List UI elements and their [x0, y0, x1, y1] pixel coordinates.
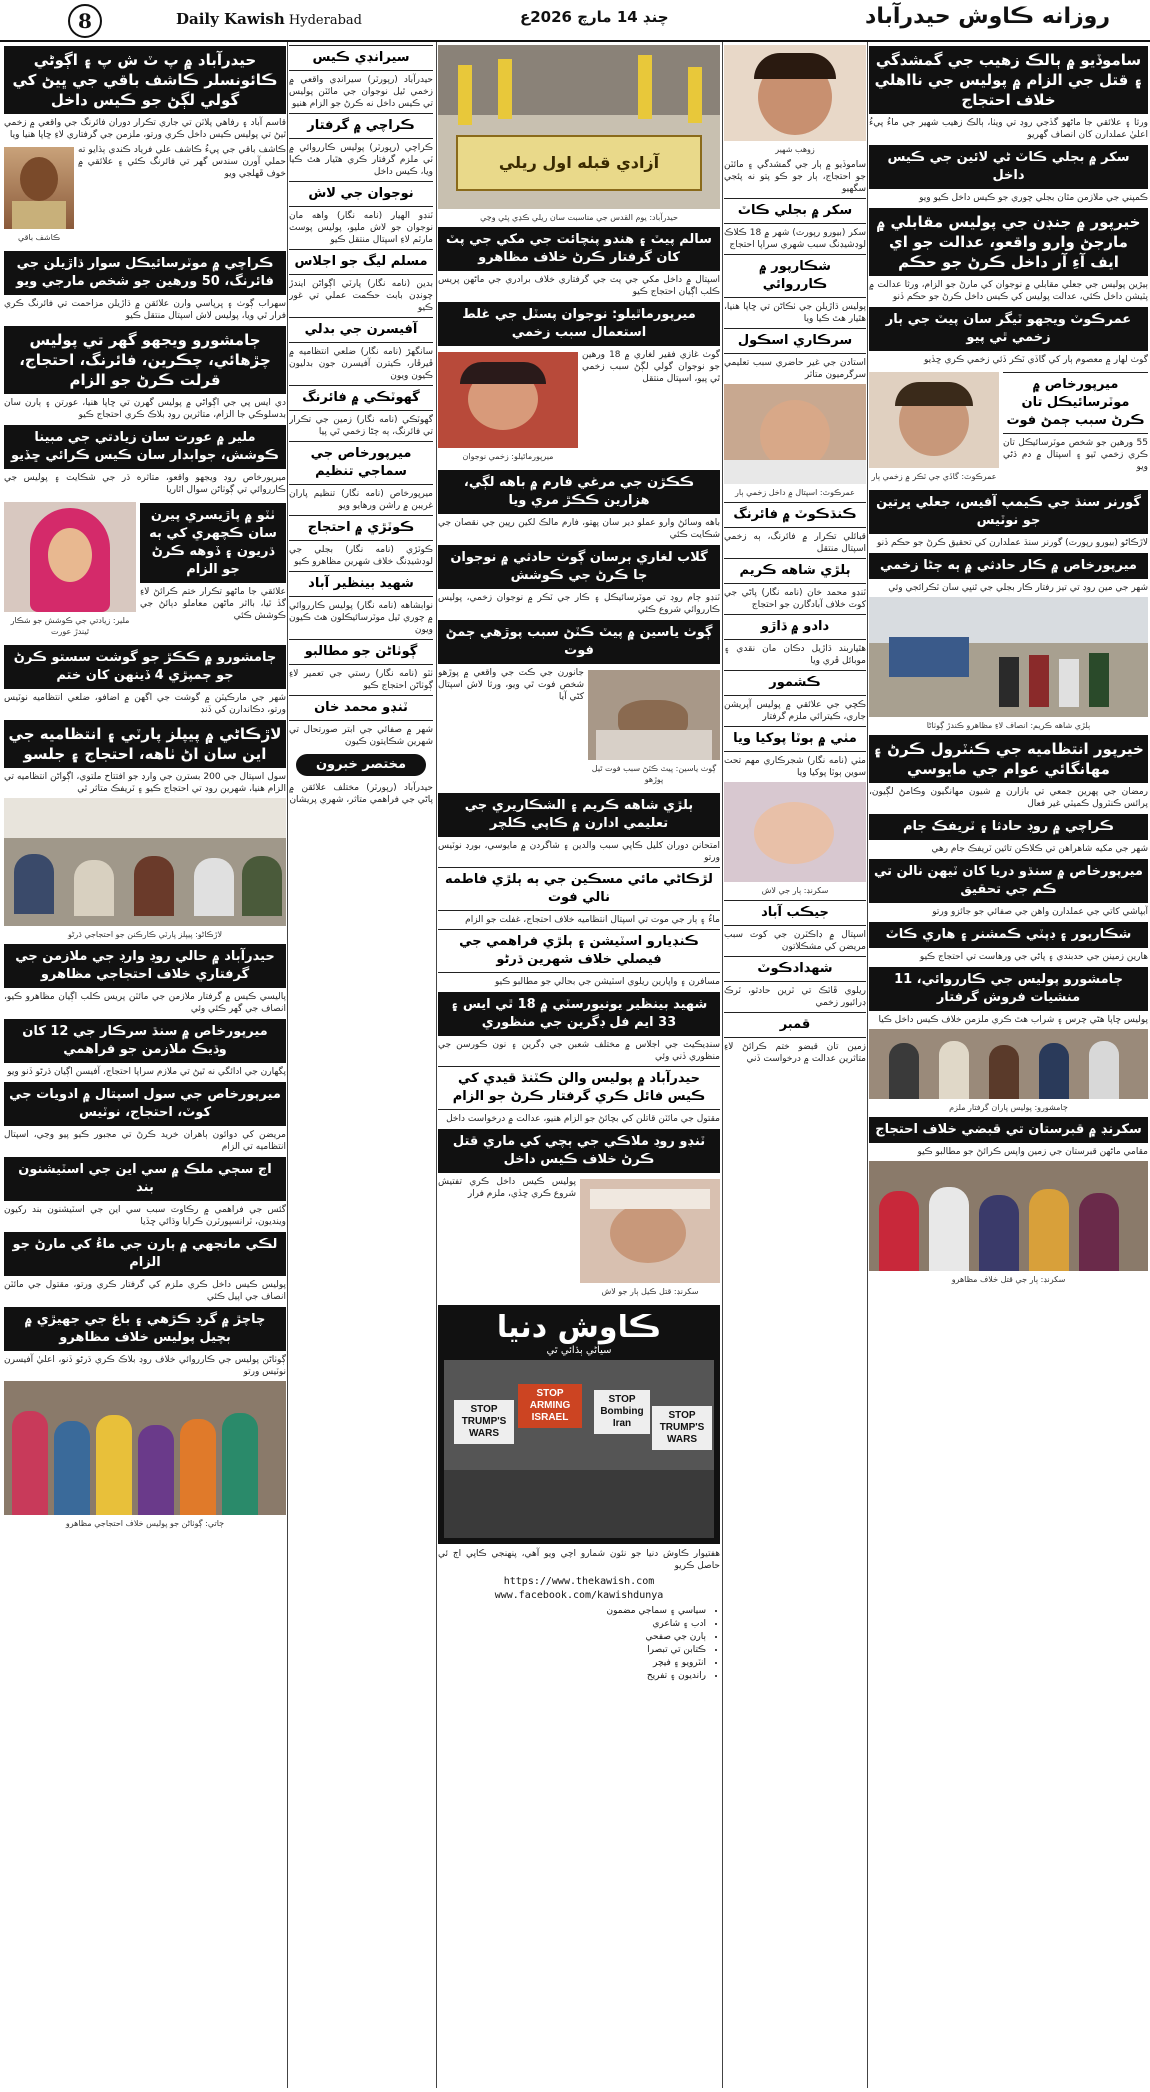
brief-text: ٽنڊو الهيار (نامه نگار) واهه مان نوجوان جو لاش مليو، پوليس پوسٽ مارٽم لاءِ اسپتال منتقل ڪيو — [289, 211, 433, 245]
brief-text: ٺٽو (نامه نگار) رستي جي تعمير لاءِ ڳوٺاڻن احتجاج ڪيو — [289, 669, 433, 691]
headline: ڄامشورو ۾ ڪڪڙ جو گوشت سستو ڪرڻ جو ڄمپڙي 4 ڏينهن کان ختم — [4, 645, 286, 689]
column-2 — [289, 42, 433, 2088]
article-text: سول اسپتال جي 200 بسترن جي وارڊ جو افتتاح ملتوي، اڳواڻن انتظاميه تي الزام هنيا، شهرين روڊ تي احتجاج ڪيو ۽ ٽريفڪ متاثر ٿي — [4, 772, 286, 794]
elderly-man-photo — [588, 670, 720, 760]
brief-text: ڪچي جي علائقي ۾ پوليس آپريشن جاري، ڪيترائي ملزم گرفتار — [724, 700, 866, 722]
list-item: • ڪتابن تي تبصرا — [438, 1644, 706, 1657]
headline: خيرپور انتظاميه جي ڪنٽرول ڪرڻ ۽ مهانگائي عوام جي مايوسي — [869, 735, 1148, 783]
article-text: شهر جي مارڪيٽن ۾ گوشت جي اگهن ۾ اضافو، ضلعي انتظاميه نوٽيس ورتو، دڪاندارن کي ڏنڊ — [4, 693, 286, 715]
brief-headline: گهوٽڪي ۾ فائرنگ — [289, 385, 433, 411]
article-text: پگهارن جي ادائگي نه ٿيڻ تي ملازم سراپا احتجاج، آفيسن اڳيان ڌرڻو ڏنو ويو — [7, 1067, 286, 1077]
article-text: گئس جي فراهمي ۾ رڪاوٽ سبب سي اين جي اسٽيشنون بند رکيون وينديون، ٽرانسپورٽرن ڪرايا وڌائي ڇڏيا — [4, 1205, 286, 1227]
photo-caption: ميرپورماٿيلو: زخمي نوجوان — [462, 452, 554, 461]
article-text: ورثا ۽ علائقي جا ماڻهو گڏجي روڊ تي ويٺا، ٻالڪ زهيب شهير جي ماءُ پيءُ اعليٰ عملدارن کان انصاف گهريو — [869, 118, 1148, 140]
headline: ساموڏيو ۾ ٻالڪ زهيب جي گمشدگي ۽ قتل جي الزام ۾ پوليس جي نااهلي خلاف احتجاج — [869, 46, 1148, 114]
photo-caption: زوهب شهير — [775, 145, 815, 154]
article-text: ڪاشف باقي جي پيءُ ڪاشف علي فرياد ڪندي ٻڌايو ته حملي آورن سندس گهر تي فائرنگ ڪئي ۽ علائقي ۾ خوف ڦهلجي ويو — [78, 145, 286, 179]
brief-headline: ڪنڌڪوٽ ۾ فائرنگ — [724, 502, 866, 528]
infant-photo — [724, 782, 866, 882]
brief-text: ڪراچي (رپورٽر) پوليس ڪارروائي ۾ ٽي ملزم گرفتار ڪري هٿيار هٿ ڪيا ويا، ڪيس داخل — [289, 143, 433, 177]
headline: ڄامشورو ويجهو گهر تي پوليس چڙهائي، چڪرين، فائرنگ، احتجاج، قرلت ڪرڻ جو الزام — [4, 326, 286, 394]
headline: گلاب لغاري ٻرسان ڳوٺ حادثي ۾ نوجوان جا ڪرڻ جي ڪوشش — [438, 545, 720, 589]
article-text: پوليس ڇاپا هڻي چرس ۽ شراب هٿ ڪري ملزمن خلاف ڪيس داخل ڪيا — [878, 1015, 1148, 1025]
article-text: پوليس ڪيس داخل ڪري ملزم کي گرفتار ڪري ورتو، مقتول جي مائٽن انصاف جي اپيل ڪئي — [4, 1280, 286, 1302]
paper-name-sindhi: روزانه ڪاوش حيدرآباد — [865, 4, 1110, 29]
article-text: 55 ورهين جو شخص موٽرسائيڪل تان ڪري زخمي ٿيو ۽ اسپتال ۾ دم ڌڻي ويو — [1003, 438, 1148, 472]
brief-text: سانگهڙ (نامه نگار) ضلعي انتظاميه ۾ ڦيرڦار، ڪيترن آفيسرن جون بدليون ڪيون ويون — [289, 347, 433, 381]
list-item: • ٻارن جي صفحي — [438, 1631, 706, 1644]
portrait-photo — [4, 147, 74, 229]
headline: ميرپورماٿيلو: نوجوان پسٽل جي غلط استعمال سبب زخمي — [438, 302, 720, 346]
brief-text: اسپتال ۾ ڊاڪٽرن جي کوٽ سبب مريضن کي مشڪلاتون — [724, 930, 866, 952]
article-text: علائقي جا ماڻهو تڪرار ختم ڪرائڻ لاءِ گڏ ٿيا، بااثر ماڻهن معاملو دٻائڻ جي ڪوشش ڪئي — [140, 587, 286, 621]
brief-headline: ٽنڊو محمد خان — [289, 695, 433, 721]
brief-headline: ڳوٺاڻن جو مطالبو — [289, 639, 433, 665]
article-text: لاڙڪاڻو (بيورو رپورٽ) گورنر سنڌ عملدارن کي تحقيق ڪرڻ جو حڪم ڏنو — [876, 538, 1148, 548]
photo-caption: ملير: زيادتي جي ڪوشش جو شڪار ٿيندڙ عورت — [10, 616, 130, 636]
rally-banner: آزادي قبله اول ريلي — [456, 135, 702, 191]
brief-text: سکر (بيورو رپورٽ) شهر ۾ 18 ڪلاڪ لوڊشيڊنگ سبب شهري سراپا احتجاج — [724, 228, 866, 250]
injured-child-photo — [724, 384, 866, 484]
brief-text: بدين (نامه نگار) پارٽي اڳواڻن ايندڙ چونڊن بابت حڪمت عملي تي غور ڪيو — [289, 279, 433, 313]
brief-headline: سکر ۾ بجلي ڪاٽ — [724, 198, 866, 224]
headline: ٻلڙي شاهه ڪريم ۽ الشڪاريري جي تعليمي ادارن ۾ ڪاپي ڪلچر — [438, 793, 720, 837]
brief-text: ڪوٽڙي (نامه نگار) بجلي جي لوڊشيڊنگ خلاف شهرين مظاهرو ڪيو — [289, 545, 433, 567]
advert-tagline: سياڻي ٻڌائي ٿي — [546, 1345, 612, 1356]
brief-headline: قمبر — [724, 1012, 866, 1038]
headline: شڪارپور ۽ ڊپٽي ڪمشنر ۽ هاري ڪاٽ — [869, 922, 1148, 948]
headline: حيدرآباد ۾ پ ٽ ش پ ۽ اڳوڻي ڪائونسلر ڪاشف باقي جي ڀيڻ کي گولي لڳڻ جو ڪيس داخل — [4, 46, 286, 114]
quds-rally-photo — [438, 45, 720, 209]
article-text: شهر جي مين روڊ تي تيز رفتار ڪار بجلي جي ٿنڀي سان ٽڪرائجي وئي — [888, 583, 1148, 593]
headline: ميرپورخاص ۾ موٽرسائيڪل تان ڪرڻ سبب ڄمڻ فوت — [1003, 372, 1148, 434]
brief-headline: ميرپورخاص جي سماجي تنظيم — [289, 441, 433, 485]
column-1 — [4, 42, 286, 2088]
photo-caption: حيدرآباد: يوم القدس جي مناسبت سان ريلي ڪڍي پئي وڃي — [480, 213, 678, 222]
article-text: هارين زمينن جي حدبندي ۽ پاڻي جي ورهاست تي احتجاج ڪيو — [919, 952, 1148, 962]
headline: ميرپورخاص ۾ ڪار حادثي ۾ ٻه ڄڻا زخمي — [869, 553, 1148, 579]
brief-text: حيدرآباد (رپورٽر) مختلف علائقن ۾ پاڻي جي فراهمي متاثر، شهري پريشان — [289, 783, 433, 805]
brief-text: استادن جي غير حاضري سبب تعليمي سرگرميون متاثر — [724, 358, 866, 380]
woman-photo — [4, 502, 136, 612]
brief-headline: آفيسرن جي بدلي — [289, 317, 433, 343]
road-protest-photo — [869, 597, 1148, 717]
article-text: پوليس ڪيس داخل ڪري تفتيش شروع ڪري ڇڏي، ملزم فرار — [438, 1177, 576, 1199]
article-text: مريضن کي دوائون ٻاهران خريد ڪرڻ تي مجبور ڪيو پيو وڃي، اسپتال انتظاميه تي الزام — [4, 1130, 286, 1152]
article-text: قاسم آباد ۽ رفاهي پلاٽن تي جاري تڪرار دوران فائرنگ جي واقعي ۾ زخمي ٿيڻ تي پوليس ڪيس داخل ڪري ورتو، ملزمن جي گرفتاري لاءِ ڇاپا هنيا ويا — [4, 118, 286, 140]
headline: لڪي مانجهي ۾ ٻارن جي ماءُ کي مارڻ جو الزام — [4, 1232, 286, 1276]
headline: ڪراچي ۾ روڊ حادثا ۽ ٽريفڪ جام — [869, 814, 1148, 840]
facebook-link[interactable]: www.facebook.com/kawishdunya — [494, 1590, 664, 1601]
brief-headline: شڪارپور ۾ ڪارروائي — [724, 254, 866, 298]
issue-date: چنڊ 14 مارچ 2026ع — [520, 8, 669, 26]
photo-caption: عمرڪوٽ: اسپتال ۾ داخل زخمي ٻار — [735, 488, 855, 497]
paper-city: Hyderabad — [288, 13, 362, 28]
headline: حيدرآباد ۾ پوليس والن ڪٽنڌ قيدي کي ڪيس فائل ڪري گرفتار ڪرڻ جو الزام — [438, 1066, 720, 1110]
headline: سکر ۾ بجلي ڪاٽ ڻي لائين جي ڪيس داخل — [869, 145, 1148, 189]
paper-name-english — [176, 10, 362, 28]
photo-caption: لاڙڪاڻو: پيپلز پارٽي ڪارڪنن جو احتجاجي ڌرڻو — [67, 930, 222, 939]
article-text: آبپاشي کاتي جي عملدارن واهن جي صفائي جو جائزو ورتو — [932, 907, 1148, 917]
brief-text: ساموڏيو ۾ ٻار جي گمشدگي ۽ مائٽن جو احتجاج، ٻار جو ڪو پتو نه پئجي سگهيو — [724, 160, 866, 194]
photo-caption: سکرنڊ: ٻار جي لاش — [761, 886, 829, 895]
headline: لڙڪاڻي مائي مسڪين جي ٻه ٻلڙي فاطمه نالي فوت — [438, 867, 720, 911]
brief-headline: شهدادڪوٽ — [724, 956, 866, 982]
brief-headline: ڪراچي ۾ گرفتار — [289, 113, 433, 139]
headline: ٺٽو ۾ پاڙيسري پيرن سان ڪچهري کي ٻه ڌريون ۽ ڏوهه ڪرڻ جو الزام — [140, 503, 286, 583]
brief-headline: نوجوان جي لاش — [289, 181, 433, 207]
brief-headline: ڪوٽڙي ۾ احتجاج — [289, 515, 433, 541]
brief-headline: ٻلڙي شاهه ڪريم — [724, 558, 866, 584]
column-5 — [869, 42, 1148, 2088]
article-text: ڳوٺاڻن پوليس جي ڪارروائي خلاف روڊ بلاڪ ڪري ڌرڻو ڏنو، اعليٰ آفيسرن نوٽيس ورتو — [4, 1355, 286, 1377]
photo-caption: سکرنڊ: قتل ڪيل ٻار جو لاش — [601, 1287, 699, 1296]
headline: گورنر سنڌ جي ڪيمپ آفيس، جعلي ڀرتين جو نوٽيس — [869, 490, 1148, 534]
article-text: جانورن جي ڪٽ جي واقعي ۾ پوڙهو شخص فوت ٿي ويو، ورثا لاش اسپتال کڻي آيا — [438, 668, 584, 702]
boy-injured-photo — [869, 372, 999, 468]
brief-text: شهر ۾ صفائي جي ابتر صورتحال تي شهرين شڪايتون ڪيون — [289, 725, 433, 747]
masthead — [0, 0, 1150, 42]
advert-contents-list — [438, 1605, 720, 1683]
article-text: ٻيڙين پوليس جي جعلي مقابلي ۾ نوجوان کي مارڻ جو الزام، ورثا عدالت ۾ پٽيشن داخل ڪئي، عدالت پوليس کي ڪيس داخل ڪرڻ جو حڪم ڏنو — [869, 280, 1148, 302]
list-item: • سياسي ۽ سماجي مضمون — [438, 1605, 706, 1618]
list-item: • ادب ۽ شاعري — [438, 1618, 706, 1631]
headline: سالم پيٽ ۽ هندو پنچائت جي مکي جي پٽ کان گرفتار ڪرڻ خلاف مظاهرو — [438, 227, 720, 271]
article-text: گوٺ لهار ۾ معصوم ٻار کي گاڏي ٽڪر ڏئي زخمي ڪري ڇڏيو — [924, 355, 1148, 365]
brief-text: ميرپورخاص (نامه نگار) تنظيم پاران غريبن ۾ راشن ورهايو ويو — [289, 489, 433, 511]
photo-caption: ڄاتي: ڳوٺاڻن جو پوليس خلاف احتجاجي مظاهرو — [65, 1519, 225, 1528]
brief-text: نوابشاهه (نامه نگار) پوليس ڪارروائي ۾ چوري ٿيل موٽرسائيڪلون هٿ ڪيون ويون — [289, 601, 433, 635]
article-text: گوٺ غازي فقير لغاري ۾ 18 ورهين جو نوجوان گولي لڳڻ سبب زخمي ٿي پيو، اسپتال منتقل — [582, 350, 720, 384]
headline: ميرپورخاص ۾ سنڌ سرڪار جي 12 کان وڌيڪ ملازمن جو فراهمي — [4, 1019, 286, 1063]
article-text: امتحانن دوران کليل ڪاپي سبب والدين ۽ شاگردن ۾ مايوسي، بورڊ نوٽيس ورتو — [438, 841, 720, 863]
headline: عمرڪوٽ ويجهو ٽيگر سان پيٽ جي ٻار زخمي ٿي پيو — [869, 307, 1148, 351]
brief-headline: سرڪاري اسڪول — [724, 328, 866, 354]
headline: ميرپورخاص ۾ سنڌو دريا کان ٽيهن نالن تي ڪم جي تحقيق — [869, 859, 1148, 903]
protest-sign: STOP Bombing Iran — [594, 1390, 650, 1434]
article-text: مسافرن ۽ واپارين ريلوي اسٽيشن جي بحالي جو مطالبو ڪيو — [495, 977, 720, 987]
brief-headline: مسلم ليگ جو اجلاس — [289, 249, 433, 275]
brief-headline: سيرانڊي ڪيس — [289, 45, 433, 71]
article-text: اسپتال ۾ داخل مکي جي پٽ جي گرفتاري خلاف برادري جي ماڻهن پريس ڪلب اڳيان احتجاج ڪيو — [438, 275, 720, 297]
column-divider — [436, 42, 437, 2088]
headline: لاڙڪاڻي ۾ پيپلز پارٽي ۽ انتظاميه جي اين سان اڻ ٺاهه، احتجاج ۽ جلسو — [4, 720, 286, 768]
headline: سکرنڊ ۾ قبرستان تي قبضي خلاف احتجاج — [869, 1117, 1148, 1143]
injured-youth-photo — [438, 352, 578, 448]
brief-text: قبائلي تڪرار ۾ فائرنگ، ٻه زخمي اسپتال منتقل — [724, 532, 866, 554]
protest-sign: STOP TRUMP'S WARS — [454, 1400, 514, 1444]
brief-text: حيدرآباد (رپورٽر) سيرانڊي واقعي ۾ زخمي ٿيل نوجوان جي مائٽن پوليس تي ڪيس داخل نه ڪرڻ جو الزام هنيو — [289, 75, 433, 109]
paper-name-bold: Daily Kawish — [176, 10, 285, 28]
child-murder-protest-photo — [869, 1161, 1148, 1271]
column-3 — [438, 42, 720, 2088]
photo-caption: سکرنڊ: ٻار جي قتل خلاف مظاهرو — [951, 1275, 1066, 1284]
brief-headline: ڪشمور — [724, 670, 866, 696]
photo-caption: ٻلڙي شاهه ڪريم: انصاف لاءِ مظاهرو ڪندڙ ڳوٺاڻا — [926, 721, 1091, 730]
article-text: دي ايس پي جي اڳواڻي ۾ پوليس گهرن تي ڇاپا هنيا، عورتن ۽ ٻارن سان بدسلوڪي جا الزام، متاثرين روڊ بلاڪ ڪري احتجاج ڪيو — [4, 398, 286, 420]
article-text: مقتول جي مائٽن قاتلن کي بچائڻ جو الزام هنيو، عدالت ۾ درخواست داخل — [446, 1114, 720, 1124]
missing-child-photo — [724, 45, 866, 141]
headline: ڳوٺ ياسين ۾ پيٽ ڪٽڻ سبب پوڙهي ڄمڻ فوت — [438, 620, 720, 664]
column-divider — [722, 42, 723, 2088]
list-item: • رانديون ۽ تفريح — [438, 1670, 706, 1683]
headline: ميرپورخاص جي سول اسپتال ۾ ادويات جي کوٽ، احتجاج، نوٽيس — [4, 1082, 286, 1126]
villagers-protest-photo — [4, 1381, 286, 1515]
headline: ڪڪڙن جي مرغي فارم ۾ باهه لڳي، هزارين ڪڪڙ مري ويا — [438, 470, 720, 514]
article-text: باهه وسائڻ وارو عملو دير سان پهتو، فارم مالڪ لکين رپين جي نقصان جي شڪايت ڪئي — [438, 518, 720, 540]
headline: ملير ۾ عورت سان زيادتي جي مبينا ڪوشش، جوابدار سان ڪيس ڪرائي ڇڏيو — [4, 425, 286, 469]
headline: ڄامشورو پوليس جي ڪارروائي، 11 منشيات فروش گرفتار — [869, 967, 1148, 1011]
child-body-photo — [580, 1179, 720, 1283]
column-4 — [724, 42, 866, 2088]
brief-text: زمين تان قبضو ختم ڪرائڻ لاءِ متاثرين عدالت ۾ درخواست ڏني — [724, 1042, 866, 1064]
brief-text: مٺي (نامه نگار) شجرڪاري مهم تحت سوين ٻوٽا پوکيا ويا — [724, 756, 866, 778]
arrested-suspects-photo — [869, 1029, 1148, 1099]
protest-sign: STOP TRUMP'S WARS — [652, 1406, 712, 1450]
headline: شهيد بينظير يونيورسٽي ۾ 18 ٿي ايس ۽ 33 ايم فل ڊگرين جي منظوري — [438, 992, 720, 1036]
website-link[interactable]: https://www.thekawish.com — [503, 1576, 655, 1587]
brief-headline: شهيد بينظير آباد — [289, 571, 433, 597]
brief-headline: جيڪب آباد — [724, 900, 866, 926]
protest-sitin-photo — [4, 798, 286, 926]
article-text: ماءُ ۽ ٻار جي موت تي اسپتال انتظاميه خلاف احتجاج، غفلت جو الزام — [465, 915, 720, 925]
article-text: ميرپورخاص روڊ ويجهو واقعو، متاثره ڌر جي شڪايت ۽ پوليس جي ڪارروائي تي ڳوٺاڻن سوال اٿاريا — [4, 473, 286, 495]
list-item: • انٽرويو ۽ فيچر — [438, 1657, 706, 1670]
photo-caption: ڪاشف باقي — [17, 233, 61, 242]
brief-text: گهوٽڪي (نامه نگار) زمين جي تڪرار تي فائرنگ، ٻه ڄڻا زخمي ٿي پيا — [289, 415, 433, 437]
article-text: پاليسي ڪيس ۾ گرفتار ملازمن جي مائٽن پريس ڪلب اڳيان مظاهرو ڪيو، انصاف جي گهر ڪئي وئي — [4, 992, 286, 1014]
column-divider — [867, 42, 868, 2088]
headline: خيرپور ۾ جنڊن جي پوليس مقابلي ۾ مارجڻ وارو واقعو، عدالت جو اي ايف آءِ آر داخل ڪرڻ جو حڪم — [869, 208, 1148, 276]
section-label-short-news: مختصر خبرون — [296, 754, 426, 776]
photo-caption: ڳوٺ ياسين: پيٽ ڪٽڻ سبب فوت ٿيل پوڙهو — [591, 764, 717, 784]
headline: ڪنڊيارو اسٽيشن ۽ ٻلڙي فراهمي جي فيصلي خلاف شهرين ڌرڻو — [438, 929, 720, 973]
article-text: مقامي ماڻهن قبرستان جي زمين واپس ڪرائڻ جو مطالبو ڪيو — [917, 1147, 1148, 1157]
article-text: ڪمپني جي ملازمن مٿان بجلي چوري جو ڪيس داخل ڪيو ويو — [919, 193, 1148, 203]
brief-text: هٿياربند ڌاڙيل دڪان مان نقدي ۽ موبائل ڦري ويا — [724, 644, 866, 666]
headline: حيدرآباد ۾ حالي روڊ وارڊ جي ملازمن جي گرفتاري خلاف احتجاجي مظاهرو — [4, 944, 286, 988]
headline: اڄ سڄي ملڪ ۾ سي اين جي اسٽيشنون بند — [4, 1157, 286, 1201]
article-text: رمضان جي پهرين جمعي تي بازارن ۾ شيون مهانگيون وڪامڻ لڳيون، پرائس ڪنٽرول ڪميٽي غير فعال — [869, 787, 1148, 809]
article-text: سهراب ڳوٺ ۽ ڀرپاسي وارن علائقن ۾ ڌاڙيلن مزاحمت تي فائرنگ ڪري فرار ٿي ويا، پوليس لاش اسپتال منتقل ڪيو — [4, 299, 286, 321]
column-divider — [287, 42, 288, 2088]
headline: ٽنڊو روڊ ملاڪي جي ٻچي کي ماري قتل ڪرڻ خلاف ڪيس داخل — [438, 1129, 720, 1173]
article-text: سنڊيڪيٽ جي اجلاس ۾ مختلف شعبن جي ڊگرين ۽ نون ڪورسن جي منظوري ڏني وئي — [438, 1040, 720, 1062]
brief-text: پوليس ڌاڙيلن جي ٺڪاڻن تي ڇاپا هنيا، هٿيار هٿ ڪيا ويا — [724, 302, 866, 324]
advert-brand: ڪاوش دنيا — [496, 1310, 662, 1345]
protest-sign: STOP ARMING ISRAEL — [518, 1384, 582, 1428]
headline: چاچڙ ۾ گرڊ ڪڙهي ۽ باغ جي جهيڙي ۾ بچيل پوليس خلاف مظاهرو — [4, 1307, 286, 1351]
headline: ڪراچي ۾ موٽرسائيڪل سوار ڌاڙيلن جي فائرنگ، 50 ورهين جو شخص مارجي ويو — [4, 251, 286, 295]
brief-text: ريلوي ڦاٽڪ تي ٽرين حادثو، ٽرڪ ڊرائيور زخمي — [724, 986, 866, 1008]
article-text: شهر جي مکيه شاهراهن تي ڪلاڪن تائين ٽريفڪ جام رهي — [931, 844, 1148, 854]
advert-text: هفتيوار ڪاوش دنيا جو نئون شمارو اچي ويو آهي، پنهنجي ڪاپي اڄ ئي حاصل ڪريو — [438, 1549, 720, 1571]
photo-caption: ڄامشورو: پوليس پاران گرفتار ملزم — [949, 1103, 1068, 1112]
page-number: 8 — [68, 4, 102, 38]
kawish-dunya-advert — [438, 1305, 720, 1544]
brief-headline: دادو ۾ ڌاڙو — [724, 614, 866, 640]
brief-text: ٽنڊو محمد خان (نامه نگار) پاڻي جي کوٽ خلاف آبادگارن جو احتجاج — [724, 588, 866, 610]
photo-caption: عمرڪوٽ: گاڏي جي ٽڪر ۾ زخمي ٻار — [871, 472, 997, 481]
article-text: ٽنڊو ڄام روڊ تي موٽرسائيڪل ۽ ڪار جي ٽڪر ۾ نوجوان زخمي، پوليس ڪارروائي شروع ڪئي — [438, 593, 720, 615]
advert-protest-photo — [444, 1360, 714, 1538]
brief-headline: مٺي ۾ ٻوٽا پوکيا ويا — [724, 726, 866, 752]
